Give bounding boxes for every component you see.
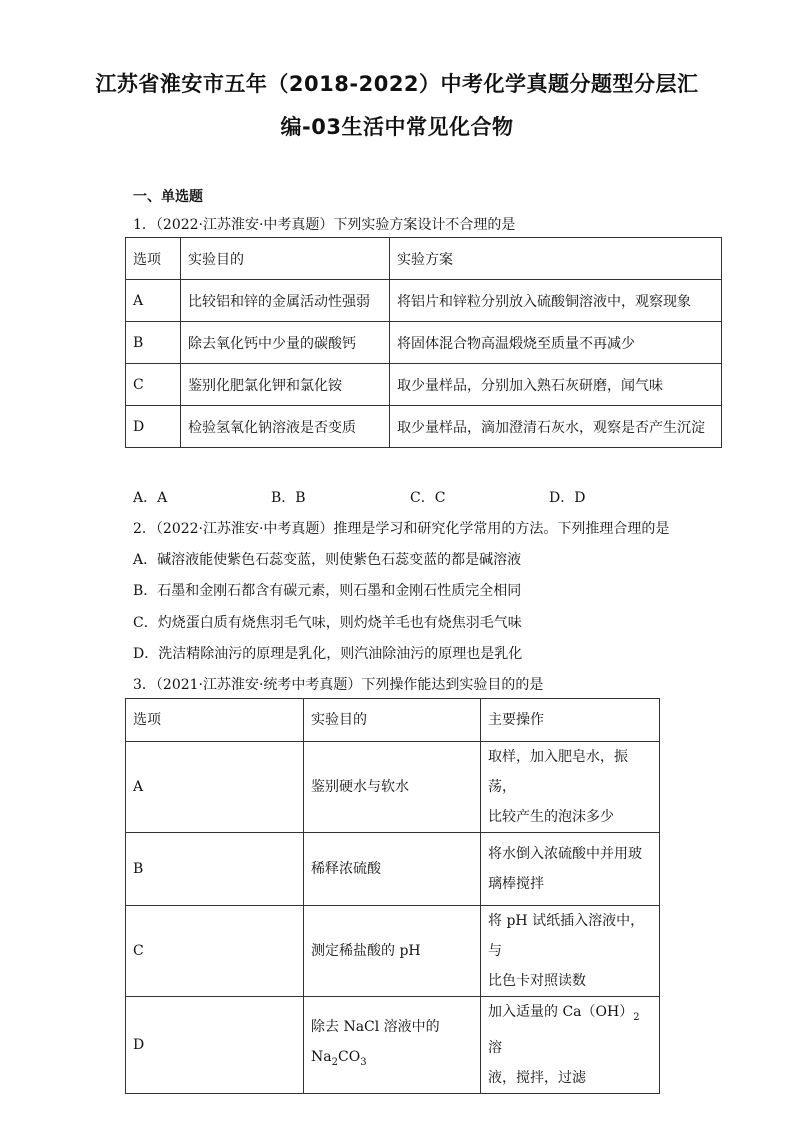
question-3-stem: 3．（2021·江苏淮安·统考中考真题）下列操作能达到实验目的的是 [133,677,544,693]
table-cell: 鉴别化肥氯化钾和氯化铵 [181,364,390,406]
option-a: A．A [133,490,168,506]
table-cell: 将固体混合物高温煅烧至质量不再减少 [390,322,722,364]
cell-line [311,1042,473,1078]
question-2-option-b: B．石墨和金刚石都含有碳元素，则石墨和金刚石性质完全相同 [133,583,522,599]
question-2-stem: 2．（2022·江苏淮安·中考真题）推理是学习和研究化学常用的方法。下列推理合理的是 [133,521,670,537]
table-cell: C [126,906,304,997]
table-cell: 鉴别硬水与软水 [304,742,481,833]
table-row [126,906,660,997]
table-row [126,322,722,364]
table-header-row [126,238,722,280]
table-row [126,997,660,1094]
table-cell: 稀释浓硫酸 [304,833,481,906]
cell-line: 璃棒搅拌 [488,876,544,892]
table-cell: 取少量样品，滴加澄清石灰水，观察是否产生沉淀 [390,406,722,448]
option-c: C．C [410,490,446,506]
cell-line: 除去 NaCl 溶液中的 [311,1019,440,1035]
question-1-stem: 1．（2022·江苏淮安·中考真题）下列实验方案设计不合理的是 [133,217,516,233]
cell-line: 取样，加入肥皂水，振荡， [488,749,628,795]
table-cell: 测定稀盐酸的 pH [304,906,481,997]
question-2-option-c: C．灼烧蛋白质有烧焦羽毛气味，则灼烧羊毛也有烧焦羽毛气味 [133,615,522,631]
subscript: 2 [633,1011,640,1023]
table-row [126,833,660,906]
table-cell: D [126,997,304,1094]
table-cell: A [126,280,181,322]
table-row [126,364,722,406]
cell-line: 将 pH 试纸插入溶液中，与 [488,913,645,959]
table-cell: 将铝片和锌粒分别放入硫酸铜溶液中，观察现象 [390,280,722,322]
table-row [126,742,660,833]
table-header-cell: 主要操作 [481,699,660,742]
cell-line [488,997,652,1063]
formula-text: CO [337,1049,361,1065]
table-header-cell: 实验方案 [390,238,722,280]
table-cell: 检验氢氧化钠溶液是否变质 [181,406,390,448]
table-header-cell: 实验目的 [181,238,390,280]
table-cell: 除去氧化钙中少量的碳酸钙 [181,322,390,364]
section-heading: 一、单选题 [133,189,203,205]
question-2-option-d: D．洗洁精除油污的原理是乳化，则汽油除油污的原理也是乳化 [133,646,523,662]
option-d: D．D [549,490,586,506]
formula-text: 溶 [488,1039,502,1056]
question-3-table [125,698,660,1094]
table-cell: 取少量样品，分别加入熟石灰研磨，闻气味 [390,364,722,406]
question-2-option-a: A．碱溶液能使紫色石蕊变蓝，则使紫色石蕊变蓝的都是碱溶液 [133,552,522,568]
table-cell: 比较铝和锌的金属活动性强弱 [181,280,390,322]
table-cell: A [126,742,304,833]
table-cell: D [126,406,181,448]
table-cell [481,997,660,1094]
table-header-cell: 选项 [126,238,181,280]
document-title-line1: 江苏省淮安市五年（2018-2022）中考化学真题分题型分层汇 [95,72,699,96]
cell-line: 将水倒入浓硫酸中并用玻 [488,846,642,862]
formula-text: Na [311,1049,332,1065]
table-cell: C [126,364,181,406]
table-row [126,406,722,448]
table-row [126,280,722,322]
table-header-cell: 选项 [126,699,304,742]
subscript: 2 [331,1056,338,1068]
table-cell [481,742,660,833]
table-cell [304,997,481,1094]
option-b: B．B [271,490,306,506]
table-header-cell: 实验目的 [304,699,481,742]
table-cell [481,906,660,997]
document-title-line2: 编-03生活中常见化合物 [280,115,514,139]
subscript: 3 [360,1056,367,1068]
cell-line: 比色卡对照读数 [488,973,586,989]
table-header-row [126,699,660,742]
table-cell [481,833,660,906]
formula-text: 加入适量的 Ca（OH） [488,1004,634,1020]
table-cell: B [126,322,181,364]
question-1-table [125,237,722,448]
table-cell: B [126,833,304,906]
cell-line: 液，搅拌，过滤 [488,1069,586,1086]
cell-line: 比较产生的泡沫多少 [488,809,614,825]
